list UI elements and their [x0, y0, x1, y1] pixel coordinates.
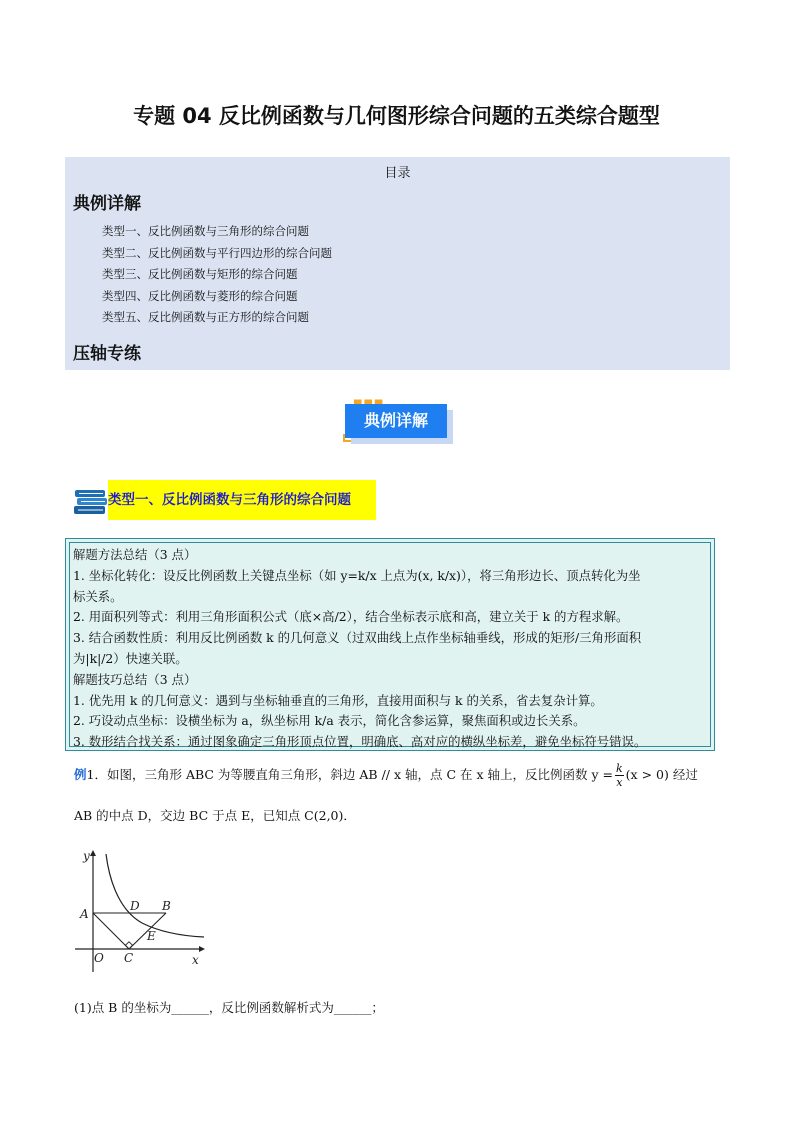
table-of-contents — [65, 157, 730, 370]
example-text-after: (x > 0) 经过 — [625, 767, 698, 782]
right-angle-mark — [125, 942, 132, 949]
method-line: 2. 巧设动点坐标：设横坐标为 a，纵坐标用 k/a 表示，简化含参运算，聚焦面积或边长关系。 — [73, 713, 586, 729]
badge-corner-decoration — [343, 434, 351, 442]
hyperbola-curve — [106, 854, 204, 937]
method-line: 解题技巧总结（3 点） — [73, 671, 197, 687]
method-line: 1. 坐标化转化：设反比例函数上关键点坐标（如 y=k/x 上点为(x, k/x)），将三角形边长、顶点转化为坐 — [73, 567, 641, 583]
method-line: 1. 优先用 k 的几何意义：遇到与坐标轴垂直的三角形，直接用面积与 k 的关系，省去复杂计算。 — [73, 692, 603, 708]
example-label: 例 — [74, 767, 87, 782]
method-line: 标关系。 — [73, 588, 123, 604]
fraction-denominator: x — [616, 776, 623, 789]
label-d: D — [130, 899, 140, 913]
segment-ac — [93, 913, 129, 949]
toc-item-type-3[interactable]: 类型三、反比例函数与矩形的综合问题 — [102, 267, 298, 281]
toc-section-examples[interactable]: 典例详解 — [73, 194, 141, 214]
example-line-2: AB 的中点 D，交边 BC 于点 E，已知点 C(2,0)． — [74, 808, 356, 823]
label-a: A — [80, 907, 89, 921]
example-1 — [74, 762, 734, 789]
example-text: ．如图，三角形 ABC 为等腰直角三角形，斜边 AB // x 轴，点 C 在 x 轴上，反比例函数 y = — [94, 767, 613, 782]
books-stack-icon — [73, 484, 109, 518]
toc-heading: 目录 — [384, 166, 411, 181]
badge-label: 典例详解 — [345, 404, 447, 438]
label-c: C — [124, 951, 134, 965]
toc-item-type-1[interactable]: 类型一、反比例函数与三角形的综合问题 — [102, 224, 309, 238]
y-axis-arrow — [90, 850, 96, 856]
toc-item-type-5[interactable]: 类型五、反比例函数与正方形的综合问题 — [102, 310, 309, 324]
label-x: x — [192, 953, 199, 967]
method-line: 解题方法总结（3 点） — [73, 547, 197, 562]
method-summary-box — [65, 538, 715, 751]
page-title: 专题 04 反比例函数与几何图形综合问题的五类综合题型 — [133, 104, 660, 128]
toc-list — [102, 221, 332, 329]
fraction-numerator: k — [616, 762, 623, 775]
label-y: y — [83, 849, 90, 863]
label-b: B — [162, 899, 171, 913]
question-1: (1)点 B 的坐标为______，反比例函数解析式为______； — [74, 1000, 384, 1015]
toc-section-practice[interactable]: 压轴专练 — [73, 344, 141, 364]
fraction-k-over-x — [615, 762, 624, 789]
method-line: 3. 结合函数性质：利用反比例函数 k 的几何意义（过双曲线上点作坐标轴垂线，形成的矩形/三角形面积 — [73, 630, 642, 646]
method-line: 2. 用面积列等式：利用三角形面积公式（底×高/2），结合坐标表示底和高，建立关于 k 的方程求解。 — [73, 609, 629, 625]
label-e: E — [147, 929, 156, 943]
x-axis-arrow — [199, 946, 205, 952]
toc-item-type-4[interactable]: 类型四、反比例函数与菱形的综合问题 — [102, 288, 298, 303]
toc-item-type-2[interactable]: 类型二、反比例函数与平行四边形的综合问题 — [102, 245, 332, 260]
type-banner: 类型一、反比例函数与三角形的综合问题 — [108, 480, 376, 520]
method-line: 为|k|/2）快速关联。 — [73, 650, 188, 666]
label-o: O — [94, 951, 104, 965]
method-line: 3. 数形结合找关系：通过图象确定三角形顶点位置，明确底、高对应的横纵坐标差，避免坐标符号错误。 — [73, 734, 647, 750]
example-number: 1 — [86, 767, 95, 782]
geometry-figure — [70, 848, 210, 978]
